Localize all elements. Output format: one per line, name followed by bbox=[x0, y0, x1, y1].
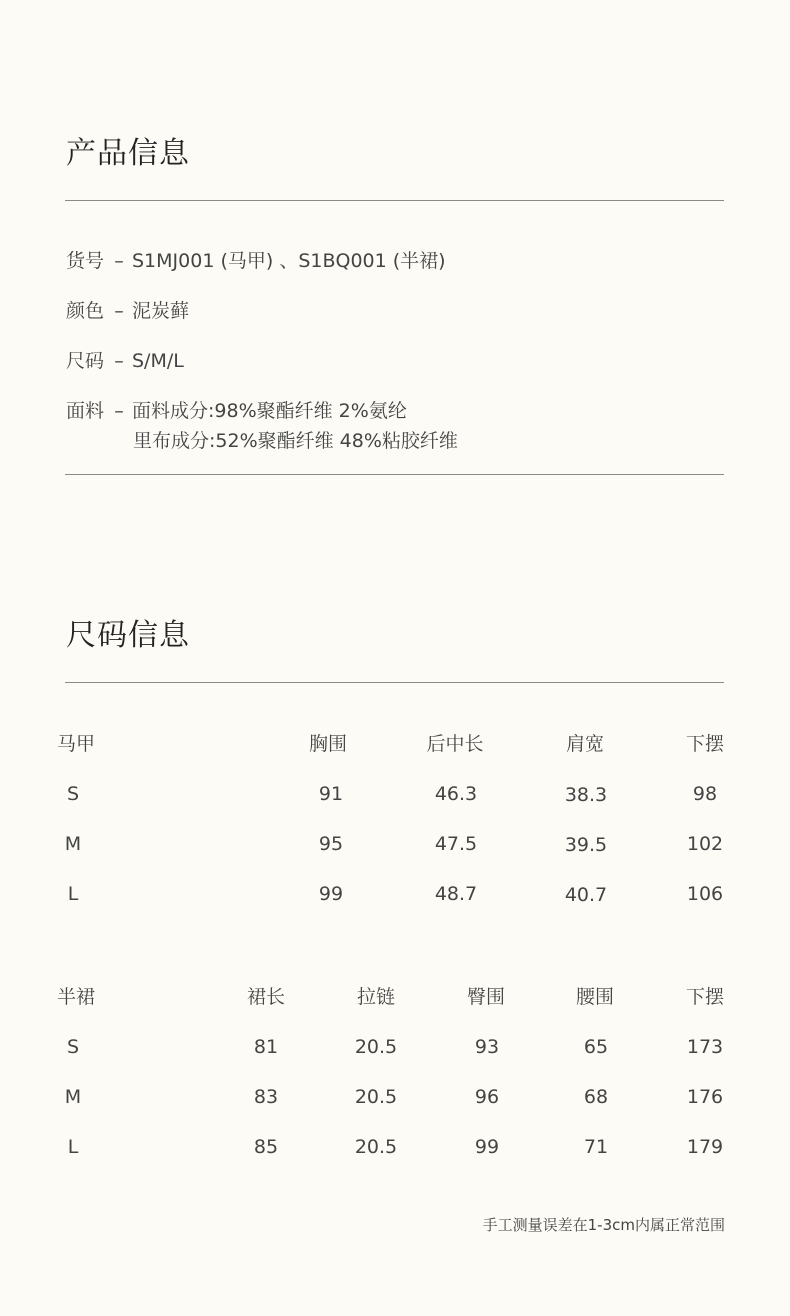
table-cell: 68 bbox=[583, 1086, 609, 1108]
table-cell: 99 bbox=[318, 883, 344, 905]
product-info-title: 产品信息 bbox=[66, 136, 190, 171]
table-cell: 71 bbox=[583, 1136, 609, 1158]
table-cell: 47.5 bbox=[434, 833, 478, 855]
table-cell: 46.3 bbox=[434, 783, 478, 805]
info-key: 面料 bbox=[66, 400, 105, 422]
info-value: 泥炭藓 bbox=[132, 300, 190, 322]
size-info-title: 尺码信息 bbox=[66, 618, 190, 653]
table-cell: 106 bbox=[686, 883, 724, 905]
table-cell: 20.5 bbox=[354, 1136, 398, 1158]
table-cell: 93 bbox=[474, 1036, 500, 1058]
table-cell: 96 bbox=[474, 1086, 500, 1108]
info-row-size bbox=[66, 346, 184, 376]
info-row-color bbox=[66, 296, 189, 326]
info-dash: – bbox=[114, 250, 124, 272]
table-cell: 99 bbox=[474, 1136, 500, 1158]
info-value: S1MJ001 (马甲) 、S1BQ001 (半裙) bbox=[132, 250, 446, 272]
table-cell: 98 bbox=[692, 783, 718, 805]
info-value: S/M/L bbox=[132, 350, 184, 372]
table-header: 下摆 bbox=[685, 986, 724, 1008]
table-cell: 83 bbox=[253, 1086, 279, 1108]
table-cell: 40.7 bbox=[564, 884, 608, 906]
table-cell: 176 bbox=[686, 1086, 724, 1108]
table-cell: S bbox=[66, 783, 80, 805]
info-value: 面料成分:98%聚酯纤维 2%氨纶 bbox=[132, 400, 407, 422]
info-dash: – bbox=[114, 300, 124, 322]
measurement-note: 手工测量误差在1-3cm内属正常范围 bbox=[482, 1216, 725, 1234]
info-dash: – bbox=[114, 350, 124, 372]
table-header: 臀围 bbox=[466, 986, 506, 1008]
info-row-fabric bbox=[66, 396, 407, 426]
table-cell: 20.5 bbox=[354, 1036, 398, 1058]
table-cell: L bbox=[67, 1136, 79, 1158]
divider bbox=[65, 474, 724, 475]
table-header: 拉链 bbox=[356, 986, 396, 1008]
table-cell: M bbox=[64, 1086, 82, 1108]
table-cell: M bbox=[64, 833, 82, 855]
divider bbox=[65, 200, 724, 201]
table-header: 下摆 bbox=[685, 733, 724, 755]
table-cell: S bbox=[66, 1036, 80, 1058]
table-header: 裙长 bbox=[246, 986, 286, 1008]
info-value-lining: 里布成分:52%聚酯纤维 48%粘胶纤维 bbox=[133, 430, 458, 452]
divider bbox=[65, 682, 724, 683]
info-key: 尺码 bbox=[66, 350, 105, 372]
table-cell: 95 bbox=[318, 833, 344, 855]
table-cell: 65 bbox=[583, 1036, 609, 1058]
table-cell: 102 bbox=[686, 833, 724, 855]
table-cell: L bbox=[67, 883, 79, 905]
table-cell: 81 bbox=[253, 1036, 279, 1058]
table-cell: 38.3 bbox=[564, 784, 608, 806]
table-cell: 39.5 bbox=[564, 834, 608, 856]
table-header: 肩宽 bbox=[565, 733, 605, 755]
info-row-item-number bbox=[66, 246, 446, 276]
table-header: 腰围 bbox=[575, 986, 615, 1008]
info-key: 颜色 bbox=[66, 300, 105, 322]
table-cell: 91 bbox=[318, 783, 344, 805]
table-cell: 85 bbox=[253, 1136, 279, 1158]
table-cell: 48.7 bbox=[434, 883, 478, 905]
info-dash: – bbox=[114, 400, 124, 422]
table-header: 胸围 bbox=[308, 733, 348, 755]
table-header: 马甲 bbox=[57, 733, 96, 755]
table-cell: 20.5 bbox=[354, 1086, 398, 1108]
table-cell: 179 bbox=[686, 1136, 724, 1158]
info-key: 货号 bbox=[66, 250, 105, 272]
table-header: 半裙 bbox=[57, 986, 96, 1008]
table-cell: 173 bbox=[686, 1036, 724, 1058]
table-header: 后中长 bbox=[426, 733, 484, 755]
